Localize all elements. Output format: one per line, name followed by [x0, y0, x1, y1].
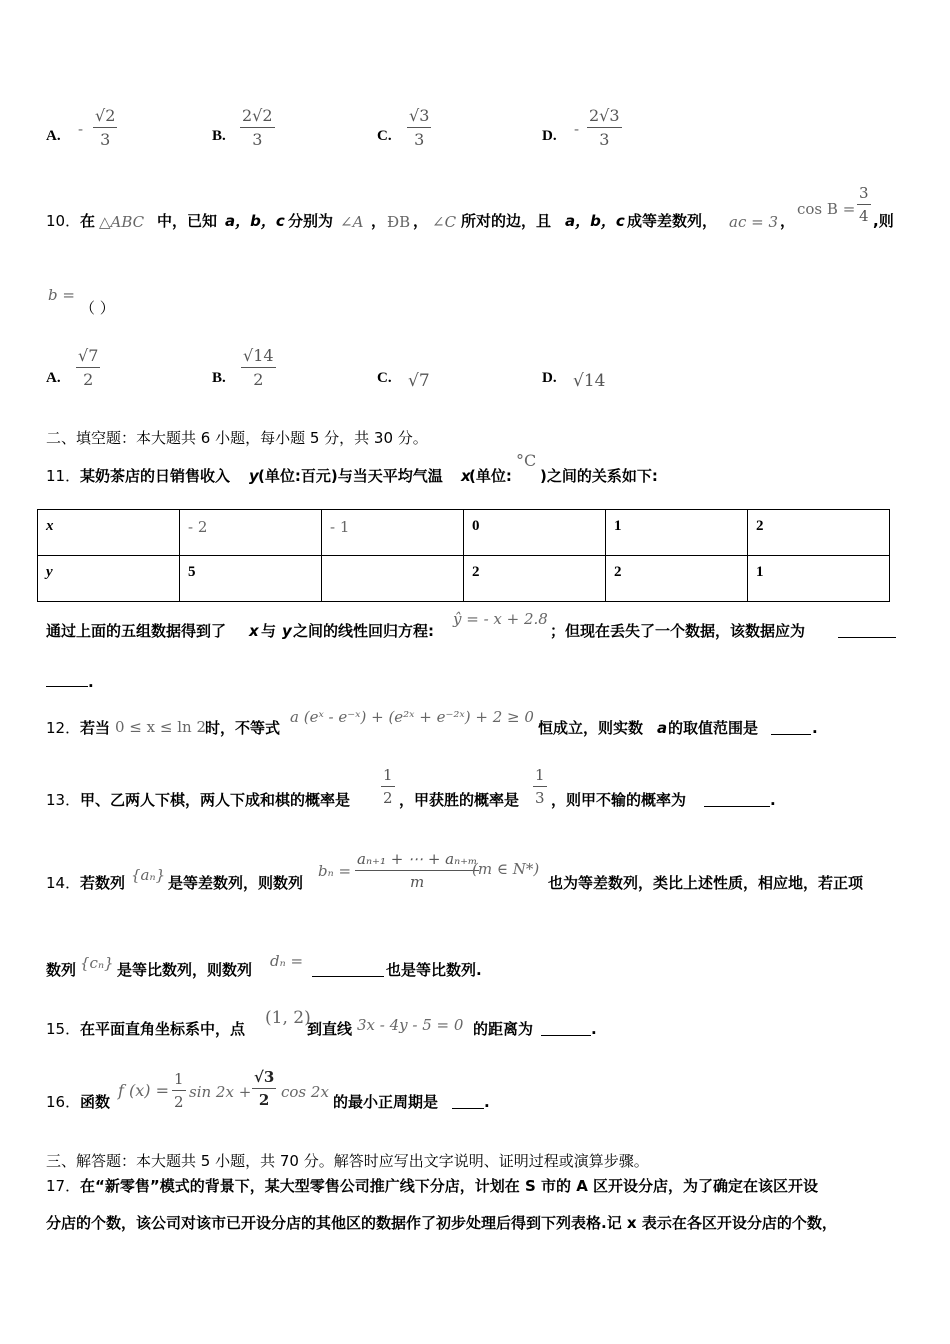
q15-answer-blank[interactable] [541, 1035, 591, 1036]
fraction-numerator: aₙ₊₁ + ⋯ + aₙ₊ₘ [357, 850, 478, 868]
fraction-denominator: 2 [258, 1091, 270, 1109]
q16-frac1 [172, 1070, 186, 1111]
q9-option-b-label: B. [212, 128, 226, 144]
fraction-numerator: √3 [254, 1068, 275, 1086]
q10-option-b-label: B. [212, 370, 226, 386]
q11-x: x [461, 467, 471, 485]
q11-unit-celsius: °C [516, 451, 537, 470]
q11-text1: 某奶茶店的日销售收入 [80, 467, 231, 485]
q14-number: 14． [46, 874, 81, 892]
fraction-bar [407, 127, 431, 128]
q11-text5: 通过上面的五组数据得到了 [46, 622, 227, 640]
fraction-denominator: 3 [100, 130, 111, 149]
q16-cos: cos 2x [281, 1083, 329, 1101]
fraction-bar [587, 127, 622, 128]
q14-an: {aₙ} [131, 866, 166, 884]
q10-option-b-fraction [241, 346, 276, 389]
fraction-numerator: √7 [78, 346, 99, 365]
q11-x2: x [249, 622, 259, 640]
q12-inequality: a (eˣ - e⁻ˣ) + (e²ˣ + e⁻²ˣ) + 2 ≥ 0 [290, 708, 534, 726]
q11-text8: ；但现在丢失了一个数据，该数据应为 [550, 622, 806, 640]
q11-answer-blank-1[interactable] [838, 637, 896, 638]
fraction-bar [355, 870, 479, 871]
fraction-numerator: √2 [95, 106, 116, 125]
q9-option-c-fraction [407, 106, 431, 149]
q13-end: . [770, 791, 776, 809]
q16-number: 16． [46, 1093, 81, 1111]
table-cell: 2 [748, 510, 890, 556]
q16-text2: 的最小正周期是 [333, 1093, 439, 1111]
q10-abc: a，b，c [225, 212, 285, 230]
q9-option-d-sign: - [574, 120, 580, 138]
fraction-denominator: 2 [83, 370, 94, 389]
fraction-bar [857, 204, 871, 205]
q11-number: 11． [46, 467, 81, 485]
fraction-numerator: 3 [859, 184, 869, 202]
q9-option-a-label: A. [46, 128, 61, 144]
fraction-bar [252, 1088, 276, 1089]
q17-number: 17． [46, 1177, 81, 1195]
table-cell-missing [322, 556, 464, 602]
table-cell: - 2 [180, 510, 322, 556]
q16-answer-blank[interactable] [452, 1108, 484, 1109]
q10-text5: 成等差数列， [627, 212, 718, 230]
q11-text2: (单位:百元)与当天平均气温 [258, 467, 443, 485]
fraction-denominator: 3 [252, 130, 263, 149]
q12-text1: 若当 [80, 719, 111, 737]
q10-abc2: a，b，c [565, 212, 625, 230]
q12-a: a [657, 719, 668, 737]
q14-text1: 若数列 [80, 874, 126, 892]
fraction-denominator: 2 [383, 789, 393, 807]
q10-cos-fraction [857, 184, 871, 225]
fraction-numerator: 1 [174, 1070, 184, 1088]
q14-cn: {cₙ} [80, 954, 114, 972]
q10-option-d-value: √14 [573, 371, 606, 391]
q14-bn-fraction [355, 850, 479, 891]
q10-cos-b: cos B = [797, 200, 856, 218]
q10-paren: （ ） [80, 299, 115, 317]
section-2-heading: 二、填空题：本大题共 6 小题，每小题 5 分，共 30 分。 [46, 429, 428, 447]
q12-answer-blank[interactable] [771, 734, 811, 735]
q10-text3: 分别为 [288, 212, 334, 230]
q10-ac-equation: ac = 3 [729, 213, 778, 231]
q15-line-equation: 3x - 4y - 5 = 0 [357, 1016, 464, 1034]
q11-y: y [249, 467, 259, 485]
fraction-numerator: 1 [535, 766, 545, 784]
q12-text4: 的取值范围是 [668, 719, 759, 737]
q9-option-a-fraction [93, 106, 117, 149]
q12-number: 12． [46, 719, 81, 737]
q14-text4: 数列 [46, 961, 77, 979]
q16-sin: sin 2x + [189, 1083, 252, 1101]
fraction-denominator: 4 [859, 207, 869, 225]
q15-point: (1, 2) [265, 1008, 311, 1028]
table-cell: 2 [464, 556, 606, 602]
q12-condition: 0 ≤ x ≤ ln 2 [115, 718, 206, 736]
fraction-bar [93, 127, 117, 128]
q11-answer-blank-2[interactable] [46, 686, 88, 687]
q15-text3: 的距离为 [473, 1020, 534, 1038]
q9-option-d-label: D. [542, 128, 557, 144]
fraction-numerator: √3 [409, 106, 430, 125]
q16-fx: f (x) = [118, 1081, 170, 1100]
q13-text1: 甲、乙两人下棋，两人下成和棋的概率是 [80, 791, 351, 809]
q14-text5: 是等比数列，则数列 [117, 961, 253, 979]
q16-frac2 [252, 1068, 276, 1109]
fraction-bar [240, 127, 275, 128]
q10-text6: ,则 [873, 212, 894, 230]
q11-text4: )之间的关系如下: [540, 467, 658, 485]
q13-number: 13． [46, 791, 81, 809]
q16-end: . [484, 1093, 490, 1111]
fraction-denominator: 3 [414, 130, 425, 149]
q15-end: . [591, 1020, 597, 1038]
q10-option-c-label: C. [377, 370, 392, 386]
q14-condition: (m ∈ N*) [472, 860, 540, 878]
q14-text3: 也为等差数列，类比上述性质，相应地，若正项 [548, 874, 864, 892]
fraction-bar [76, 367, 100, 368]
q11-text9: . [88, 673, 94, 691]
q10-sep1: ， [371, 212, 387, 230]
q11-y2: y [282, 622, 292, 640]
q10-b-equals: b = [48, 286, 75, 304]
q10-comma: ， [780, 212, 796, 230]
q11-data-table [37, 509, 890, 602]
q11-text6: 与 [261, 622, 277, 640]
table-cell: y [38, 556, 180, 602]
q13-prob1-fraction [381, 766, 395, 807]
fraction-denominator: 2 [174, 1093, 184, 1111]
fraction-denominator: m [410, 873, 425, 891]
q12-text2: 时，不等式 [205, 719, 281, 737]
q9-option-c-label: C. [377, 128, 392, 144]
q13-answer-blank[interactable] [704, 806, 770, 807]
q10-triangle: △ABC [99, 213, 145, 231]
table-row [38, 510, 890, 556]
q12-end: . [812, 719, 818, 737]
fraction-bar [241, 367, 276, 368]
q10-option-a-fraction [76, 346, 100, 389]
fraction-denominator: 3 [599, 130, 610, 149]
table-cell: 0 [464, 510, 606, 556]
q11-text3: (单位: [469, 467, 512, 485]
q15-number: 15． [46, 1020, 81, 1038]
q10-angle-b: ÐB [387, 213, 411, 231]
q14-text6: 也是等比数列. [386, 961, 482, 979]
q11-regression-equation: ŷ = - x + 2.8 [453, 610, 548, 628]
q10-option-d-label: D. [542, 370, 557, 386]
q17-line1: 在“新零售”模式的背景下，某大型零售公司推广线下分店，计划在 S 市的 A 区开设分店，为了确定在该区开设 [80, 1177, 819, 1195]
q10-angle-c: ∠C [432, 213, 457, 231]
fraction-denominator: 2 [253, 370, 264, 389]
fraction-numerator: √14 [243, 346, 274, 365]
q10-angle-a: ∠A [340, 213, 364, 231]
q15-text2: 到直线 [307, 1020, 353, 1038]
section-3-heading: 三、解答题：本大题共 5 小题，共 70 分。解答时应写出文字说明、证明过程或演算步骤。 [46, 1152, 649, 1170]
q13-text2: ，甲获胜的概率是 [399, 791, 520, 809]
q16-text1: 函数 [80, 1093, 111, 1111]
q10-number: 10． [46, 212, 81, 230]
table-cell: 5 [180, 556, 322, 602]
q15-text1: 在平面直角坐标系中，点 [80, 1020, 246, 1038]
q10-text2: 中，已知 [157, 212, 218, 230]
table-cell: x [38, 510, 180, 556]
fraction-bar [381, 786, 395, 787]
table-cell: - 1 [322, 510, 464, 556]
q14-bn: bₙ = [318, 862, 352, 880]
table-cell: 2 [606, 556, 748, 602]
table-row [38, 556, 890, 602]
q13-text3: ，则甲不输的概率为 [551, 791, 687, 809]
fraction-numerator: 2√3 [589, 106, 620, 125]
q14-answer-blank[interactable] [312, 976, 384, 977]
q10-option-a-label: A. [46, 370, 61, 386]
fraction-numerator: 1 [383, 766, 393, 784]
table-cell: 1 [748, 556, 890, 602]
fraction-numerator: 2√2 [242, 106, 273, 125]
q9-option-d-fraction [587, 106, 622, 149]
q10-text1: 在 [80, 212, 96, 230]
q12-text3: 恒成立，则实数 [538, 719, 644, 737]
q10-option-c-value: √7 [408, 371, 430, 391]
q9-option-b-fraction [240, 106, 275, 149]
fraction-bar [172, 1090, 186, 1091]
q11-text7: 之间的线性回归方程: [293, 622, 434, 640]
q13-prob2-fraction [533, 766, 547, 807]
q10-sep2: ， [413, 212, 429, 230]
fraction-denominator: 3 [535, 789, 545, 807]
q10-text4: 所对的边，且 [461, 212, 552, 230]
q14-text2: 是等差数列，则数列 [168, 874, 304, 892]
q14-dn: dₙ = [270, 952, 304, 970]
q9-option-a-sign: - [78, 120, 84, 138]
fraction-bar [533, 786, 547, 787]
table-cell: 1 [606, 510, 748, 556]
q17-line2: 分店的个数，该公司对该市已开设分店的其他区的数据作了初步处理后得到下列表格.记 x 表示在各区开设分店的个数， [46, 1214, 837, 1232]
